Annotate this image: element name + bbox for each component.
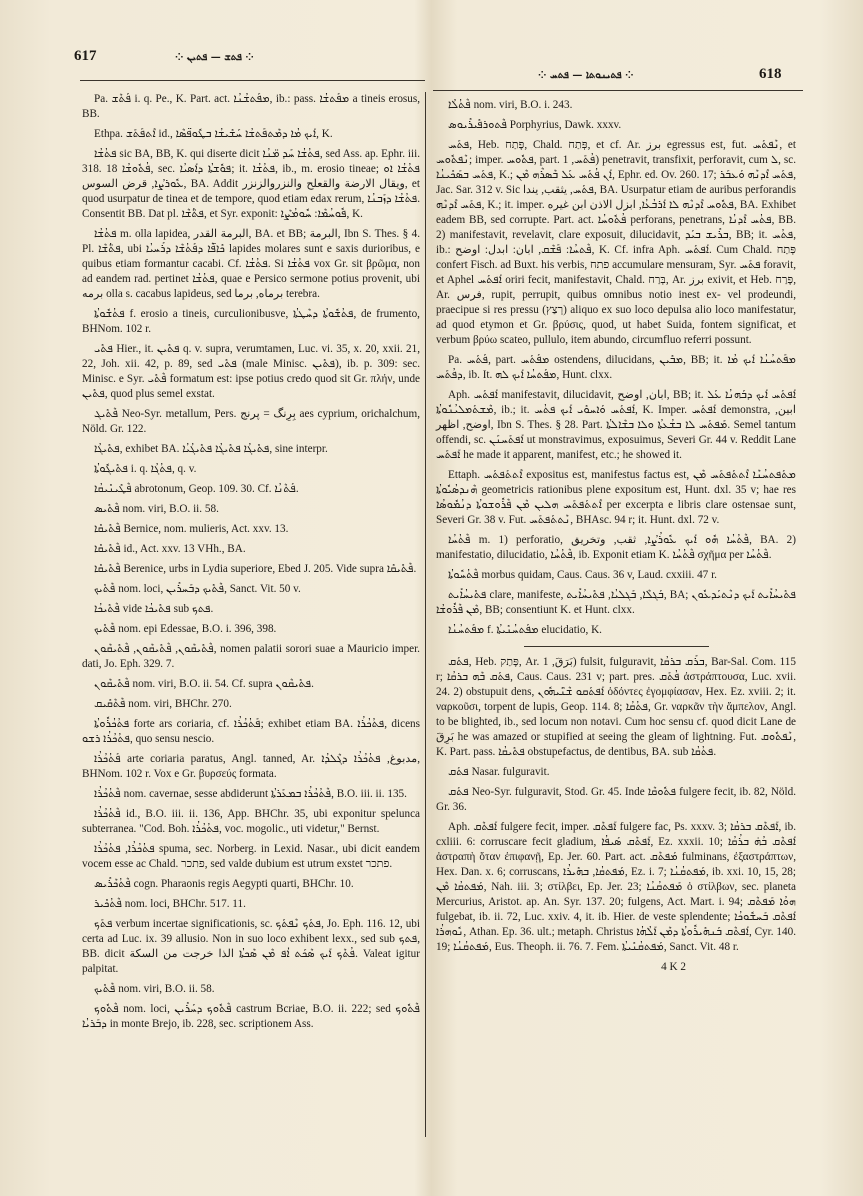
dictionary-entry: ܦܬܺܝܓܽܘܬܳܐ i. q. ܦܬܳܓܳܐ, q. v. — [94, 463, 197, 475]
column-divider — [425, 92, 426, 1137]
dictionary-entry: ܦܬܺܝܓܳܐ, exhibet BA. ܦܬܺܝܓܳܐ ܦܬܺܝܓܳܐ ܦܬܺܝܓܳܝܳܐ, sine interpr. — [94, 443, 328, 455]
dictionary-entry: ܦܶܬܳܟܳܪܳܐ id., B.O. iii. ii. 136, App. BHChr. 35, ubi exponitur spelunca subterranea. "Cod. Boh. ܦܬܳܟܳܪܳܐ, voc. mogolic., uti videtur," Bernst. — [82, 808, 420, 835]
dictionary-entry: ܦܶܬܳܟܺܝܪ nom. loci, BHChr. 517. 11. — [94, 898, 246, 910]
dictionary-entry: ܦܰܬܳܟܳܪܳܐ arte coriaria paratus, Angl. tanned, Ar. مدبوغ, ܦܬܳܟܳܪܳܐ ܕܓܶܠܕܳܐ, BHNom. 102 r. Vox e Gr. βυρσεύς formata. — [82, 753, 420, 780]
dictionary-entry: ܦܶܬܳܚܽܘܬܳܐ morbus quidam, Caus. Caus. 36 v, Laud. cxxiii. 47 r. — [448, 569, 717, 581]
left-page-number: 617 — [74, 48, 97, 64]
dictionary-entry: ܦܶܬܳܟܳܪܳܐ nom. cavernae, sesse abdiderunt ܦܶܬܳܟܳܪܳܐ ܒܡܥܰܪܬܳܐ, B.O. iii. ii. 135. — [94, 788, 407, 800]
dictionary-entry: ܡܦܰܬܚܳܢܳܐ f. ܡܦܰܬܚܳܢܺܝܬܳܐ elucidatio, K. — [448, 624, 602, 636]
right-page-number: 618 — [759, 66, 782, 82]
printer-signature: 4 K 2 — [661, 961, 686, 973]
dictionary-entry: Pa. ܦܰܬܶܫ i. q. Pe., K. Part. act. ܡܦܰܬܫܳܢܳܐ, ib.: pass. ܡܦܰܬܫܳܐ a tineis erosus, BB. — [82, 93, 421, 120]
dictionary-entry: ܦܬܰܩ, Heb. פָּתַק, Ar. بَرَقَ, 1) fulsit, fulguravit, ܒܪܰܩ ܒܪܩܳܐ, Bar-Sal. Com. 115 r; ܦܬܰܩ ܒܶܗ ܒܪܩܳܐ, Caus. Caus. 231 v; part. pres. ܦܳܬܰܩ ἀστράπτουσα, Luc. xvii. 24. 2) obstupuit dens, ܐܰܦܬܰܩܘ ܫܶܢܰ̈ܝܗܽܘܢ ὀδόντες ἐγομφίασαν, Hex. Ez. xviii. 2; it. ναρκοῦσι, torpent de lupis, Geop. 114. 8; ܦܬܳܩܳܐ, Gr. ναρκᾶν τὴν ἄμπελον, Angl. to be blighted, ib., sed locum non notavi. Cum hoc sensu cf. quod dicit Lane de بَرِقَ he was amazed or stupified at seeing the gleam of lightning. Fut. ܢܶܦܬܽܘܩ, K. Part. pass. ܦܬܺܝܩܳܐ obstupefactus, de dentibus, BA. sub ܦܬܳܩܳܐ. — [436, 656, 796, 758]
dictionary-entry: ܦܶܬܺܝܩܶܘܢ nom. viri, B.O. ii. 54. Cf. supra ܦܬܺܝܩܶܘܢ. — [94, 678, 314, 690]
left-running-head: ⁘ ܦܬܫ — ܦܬܝܢ ⁘ — [175, 52, 254, 63]
section-separator — [524, 646, 709, 647]
dictionary-entry: ܦܬܺܝ Hier., it. ܦܬܺܝܢ q. v. supra, verumtamen, Luc. vi. 35, x. 20, xxii. 21, 22, Joh. xii. 42, p. 89, sed ܦܬܺܝ (male Minisc. ܦܬܺܝܢ), ib. p. 309: sec. Minisc. e Syr. ܦܶܬܺܝ formatum est: ipse potius credo quod sit Gr. πλήν, unde ܦܬܺܝܢ, quod plus semel exstat. — [82, 343, 421, 400]
dictionary-entry: ܦܶܬܺܝܩܺܐ id., Act. xxv. 13 VHh., BA. — [94, 543, 246, 555]
dictionary-entry: ܦܶܬܳܚܳܐ m. 1) perforatio, ܦܶܬܳܚܳܐ ܗܽܘ ܐܰܝܟ ܥܽܘܪܳܨܳܐ, ثقب, وتخريق, BA. 2) manifestatio, dilucidatio, ܦܶܬܳܚܳܐ, ib. Exponit etiam K. ܦܶܬܳܚܳܐ σχῆμα per ܦܶܬܳܚܳܐ. — [436, 534, 796, 561]
dictionary-entry: ܦܶܬܳܠܳܐ nom. viri, B.O. i. 243. — [448, 99, 573, 111]
dictionary-entry: ܦܶܬܺܝܟܳܐ vide ܦܬܺܝܟܳܐ sub ܦܬܟ. — [94, 603, 214, 615]
dictionary-entry: Ettaph. ܐܶܬܬܰܦܬܰܚ expositus est, manifestus factus est, ܡܬܰܦܬܚܳܢܶܐ ܐܶܬܬܰܦܬܰܚ ܡܶܢ ܗܶܢܕܣܳܝܽܘܬܳܐ geometricis rationibus plene expositum est, Hunt. dxl. 35 v; hae res ܐܶܬܬܰܦܬܰܚ ܗܠܝܢ ܡܶܢ ܦܶܪܽܘܫܘܬܳܐ ܕܢܳܡܽܘܣܳܐ per excerpta e libris clare ostensae sunt, Severi Gr. 38 v. Fut. ܢܶܬܬܰܦܬܰܚ, BHAsc. 94 r; it. Hunt. dxl. 72 v. — [436, 469, 796, 526]
dictionary-entry: ܦܬܰܟ verbum incertae significationis, sc. ܦܬܰܟ ܢܶܦܬܰܟ, Jo. Eph. 116. 12, ubi certa ad Luc. ix. 39 allusio. Non in suo loco exhibent lexx., sed sub ܦܬܟ, BB. dicit ܦܳܬܶܟ ܐܰܝܟ ܣܶܟܰܬ ܐܳܦ ܡܶܢ ܣܶܟܬܳܐ الذا خرجت من السكة. Valeat igitur palpitat. — [82, 918, 420, 975]
right-header-rule — [433, 90, 803, 91]
dictionary-entry: ܦܶܬܶܩܺܝܩ nom. viri, BHChr. 270. — [94, 698, 232, 710]
dictionary-entry: ܦܬܳܫܳܐ m. olla lapidea, البرمة القدر, BA. et BB; البرمة, Ibn S. Thes. § 4. Pl. ܦܬ̈ܳܫܶܐ, ubi ܟܺܐܦ̈ܶܐ ܕܦܰܬܳܫܶܐ ܕܪܰܚܝܳܐ lapides molares sunt e saxis durioribus, e quibus etiam formantur cacabi. Cf. ܦܬܳܫܳܐ. Si ܦܬܳܫܳܐ vox Gr. sit βρῶμα, non ad eandem rad. pertinet ܦܬܳܫܳܐ, quae e Persico sermone potius provenit, ubi برمه olla s. cacabus lapideus, sed برماه, برما terebra. — [82, 228, 421, 300]
dictionary-entry: ܦܬܰܩ Neo-Syr. fulguravit, Stod. Gr. 45. Inde ܦܬܽܘܩܶܐ fulgere fecit, ib. 82, Nöld. Gr. 36. — [436, 786, 796, 813]
dictionary-entry: ܦܬܰܚ, Heb. פָּתַח, Chald. פְּתַח, et cf. Ar. برز egressus est, fut. ܢܶܦܬܰܚ, et ܢܶܦܬܽܘܚ; imper. ܦܬܽܘܚ, part. ܦܳܬܰܚ, 1) penetravit, transfixit, perforavit, cum ܠ, sc. ܦܬܰܚ ܒܣܰܟܺܝܢܳܐ, K.; ܐܰܢ ܦܳܬܰܚ ܥܰܠ ܒܶܣܪܶܗ ܡܶܢ, Ephr. ed. Ov. 260. 17; ܦܬܰܚ ܐܶܕܢܶܗ ܘܰܥܒܰܪ, Jac. Sar. 312 v. Sic ܦܬܰܚ, يثقب, يندا, BA. Usurpatur etiam de auribus perforandis ܦܬܰܚ ܐܶܕܢܶܗ, K.; it. imper. ܦܬܽܘܚ ܐܶܕܢܶܗ ܠܐ ܐܰܪܒܳܥܳܐ, ابزل الاذن ابن غيره, BA. Exhibet eadem BB, sed corrupte. Part. act. ܦܳܬܽܘܚܳܐ perforans, penetrans, ܦܬܳܚ ܐܶܕܢܳܐ, BB. 2) manifestavit, revelavit, clare exposuit, dilucidavit, ܒܪܺܝܫ ܒܝܰܕ, BB; it. ܦܬܳܚ, ib.: ܦܶܬܚܳܐ: ܦܰܫܶܩ, ابان: ابدل: اوضح, K. Cf. infra Aph. ܐܰܦܬܰܚ. Cum Chald. פְּתַח confert Fisch. ad Buxt. his verbis, פתח accumulare mensuram, Syr. ܦܬܰܚ foravit, et Aphel ܐܰܦܬܰܚ oriri fecit, manifestavit, Chald. בְּרַח, Ar. برز exivit, et Heb. פָּרַח, Ar. فرس, rupit, perrupit, quibus omnibus notio inest ex- vel prodeundi, praecipue si res pressu (רְצַץ) aliquo ex suo loco depulsa alio loco manifestatur, ad quod etymon et Gr. βρύσις, quod, ut habet Suida, fontem significat, et verbum βρύω scateo, pullulo, item abundo, circumfluo referri possunt. — [436, 139, 797, 346]
dictionary-entry: ܦܶܬܽܘܟ nom. loci, ܦܶܬܽܘܟ ܕܚܰܪܺܝܢ castrum Bcriae, B.O. ii. 222; sed ܦܶܬܽܘܟ ܕܒܰܪܝܳܐ in monte Brejo, ib. 228, sec. scriptionem Ass. — [82, 1003, 421, 1030]
dictionary-entry: ܦܬܳܫܽܘܬܳܐ f. erosio a tineis, curculionibusve, ܦܬܳܫܽܘܬܳܐ ܕܚܶܛܬܳܐ, de frumento, BHNom. 102 r. — [82, 308, 420, 335]
dictionary-entry: ܦܶܬܺܝܟ nom. viri, B.O. ii. 58. — [94, 983, 215, 995]
left-header-rule — [80, 80, 425, 81]
dictionary-entry: Pa. ܦܰܬܰܚ, part. ܡܦܰܬܰܚ ostendens, dilucidans, ܡܒܺܝܢ, BB; it. ܡܦܰܬܚܳܢܳܐ ܐܰܝܟ ܡܳܐ ܕܦܳܬܰܚ, ib. It. ܡܦܰܬܚܳܐ ܐܰܝܟ ܠܗ, Hunt. clxx. — [436, 354, 797, 381]
dictionary-entry: ܦܶܬܺܝܣ nom. viri, B.O. ii. 58. — [94, 503, 219, 515]
right-column — [436, 98, 796, 986]
dictionary-entry: ܦܶܬܳܟܶܪܺܝܣ cogn. Pharaonis regis Aegypti quarti, BHChr. 10. — [94, 878, 354, 890]
dictionary-entry: ܦܶܬܺܝܓ Neo-Syr. metallum, Pers. بِرِنگ = پرنج aes cyprium, orichalchum, Nöld. Gr. 122. — [82, 408, 420, 435]
right-running-head: ⁘ ܦܬܝܢܘܬܐ — ܦܬܚ ⁘ — [538, 70, 634, 81]
dictionary-entry: Aph. ܐܰܦܬܰܚ manifestavit, dilucidavit, ابان, اوضح, BB; it. ܐܰܦܬܰܚ ܐܰܝܟ ܕܒܰܗܢܳܐ ܥܰܠ ܡܶܫܬܰܡܠܝܳܢܽܘܬܳܐ, ib.; it. ܐܰܦܬܰܚ ܘܰܐܚܘܺܝ ܐܰܝܟ ܦܬܳܚ, K. Imper. ܐܰܦܬܰܚ demonstra, ابين, اوضح, اظهر, Ibn S. Thes. § 28. Part. ܡܰܦܬܰܚ ܠܐ ܒܫܳܥܬܳܐ ܘܠܐ ܒܫܶܐܠܬܳܐ. Semel tantum offendi, sc. ܐܰܦܬܰܚܢܰܢ ut monstravimus, exposuimus, Severi Gr. 44 v. Reddit Lane ܐܰܦܬܰܚ he made it apparent, manifest, etc.; he showed it. — [436, 389, 797, 461]
dictionary-entry: ܦܶܛܺܝܢܺܝܩܳܐ abrotonum, Geop. 109. 30. Cf. ܦܰܬܶܢܳܐ. — [94, 483, 299, 495]
left-column — [82, 92, 420, 1037]
dictionary-entry: ܦܶܬܺܝܟ nom. loci, ܦܶܬܺܝܟ ܕܒܰܚܪܺܝܢ, Sanct. Vit. 50 v. — [94, 583, 301, 595]
dictionary-entry: Aph. ܐܰܦܬܶܩ fulgere fecit, imper. ܐܰܦܬܶܩ fulgere fac, Ps. xxxv. 3; ܐܰܦܬܶܩ ܒܪܩܳܐ, ib. cxliii. 6: corruscare fecit gladium, ܐܰܦܬܶܩ ܣܰܝܦܳܐ, Ez. xxxii. 10; ܐܰܦܬܶܩ ܒܳܗ̇ ܒܪܳܩܳܐ ἀστραπὴ ὅταν ἐπιφανῇ, Ep. Jer. 60. Part. act. ܡܰܦܬܶܩ fulminans, ἐξαστράπτων, Hex. Dan. x. 6; corruscans, ܡܰܦܬܩܳܐ, ܒܗܺܝܪܳܐ, Ez. i. 7; ܡܰܦܬܩܳܢܳܐ, ib. xxi. 10, 15, 28; ܡܰܦܬܩܳܐ ܡܶܢ, Nah. iii. 3; στίλβει, Ep. Jer. 23; ܡܰܦܬܩܳܢܳܐ ὁ στίλβων, sec. planeta Mercurius, Aristot. ap. An. Syr. 137. 20; fulgens, Act. Mart. i. 94; ܗܘܳܐ ܡܰܦܬܶܩ fulgebat, ib. ii. 72, Luc. xxiv. 4, it. ib. Hier. de veste splendente; ܐܰܦܬܶܩ ܒܰܚܫܽܘܟܳܐ ܢܽܘܗܪܳܐ, Athan. Ep. 36. ult.; metaph. Christus ܐܰܦܬܶܩ ܒܰܢܗܺܝܪܽܘܬܳܐ ܕܡܶܢ ܐܰܠܳܗܳܐ, Cyr. 140. 19; ܡܰܦܬܩܳܢܳܐ, Eus. Theoph. ii. 76. 7. Fem. ܡܰܦܬܩܳܢܺܝܬܳܐ, Sanct. Vit. 48 r. — [436, 821, 796, 953]
dictionary-entry: ܦܬܳܟܳܪܳܐ, ܦܬܳܟܳܪܳܐ spuma, sec. Norberg. in Lexid. Nasar., ubi dicit eandem vocem esse ac Chald. פתכר, sed valde dubium est utrum exstet פתכר. — [82, 843, 420, 870]
dictionary-entry: Ethpa. ܐܶܬܦܰܬܰܫ id., ܐܰܝܟ ܡܳܐ ܕܡܶܬܦܰܬܫܳܐ ܚܰܫܺܝܫܳܐ ܒܛܽܘܦ̈ܣܶܐ, K. — [94, 128, 333, 140]
dictionary-entry: ܦܶܬܺܝܩܺܐ Berenice, urbs in Lydia superiore, Ebed J. 205. Vide supra ܦܶܬܺܝܩܺܐ. — [94, 563, 417, 575]
dictionary-entry: ܦܶܬܘܪܦܺܝܪܺܝܘܣ Porphyrius, Dawk. xxxv. — [448, 119, 622, 131]
dictionary-entry: ܦܶܬܺܝܩܺܐ Bernice, nom. mulieris, Act. xxv. 13. — [94, 523, 289, 535]
dictionary-entry: ܦܶܬܺܝܩܶܘܢ, ܦܶܬܺܝܩܶܘܢ, ܦܶܬܺܝܩܶܘܢ, nomen palatii sorori suae a Mauricio imper. dati, Jo. Eph. 329. 7. — [82, 643, 420, 670]
dictionary-entry: ܦܬܳܟܳܪܽܘܬܳܐ forte ars coriaria, cf. ܦܰܬܳܟܳܪܳܐ; exhibet etiam BA. ܦܬܳܟܳܪܳܐ, dicens ܦܬܳܟܳܪܳܐ ܪܫܘ, quo sensu nescio. — [82, 718, 420, 745]
dictionary-entry: ܦܶܬܺܝܟ nom. epi Edessae, B.O. i. 396, 398. — [94, 623, 277, 635]
dictionary-entry: ܦܬܳܫܳܐ sic BA, BB, K. qui diserte dicit ܦܬܳܫܳܐ ܚܰܕ ܡ̈ܢܳܐ, sed Ass. ap. Ephr. iii. 318. 18 ܦܳܬܽܘܫܳܐ, sec. ܦܘܽܫܬܳܐ ܕܐܰܣܝܳܐ; it. ܦܬܳܫܳܐ, ib., m. erosio tineae; ܦܬܳܫܳܐ ܐܘ ܥܽܘܪܨܳܐ, قرض السوس, BA. Addit ويقال الارضة والقعلح والنزروالزنزر, et quod usurpatur de tinea et de tempore, quod etiam edax rerum, ܦܬܳܫܳܐ ܕܙܰܒܢܳܐ. Consentit BB. Dat pl. ܦܬ̈ܳܫܶܐ, et Syr. exponit: ܦܽܘܚܳܡܶܐ: ܚܽܘܡܳܨܶܐ, K. — [82, 148, 421, 220]
dictionary-entry: ܦܬܰܩ Nasar. fulguravit. — [448, 766, 550, 778]
dictionary-entry: ܦܬܺܝܚܳܐܺܝܬ clare, manifeste, ܒܰܓܠܶܐ, ܒܰܓܠܝܳܐ, ܦܬܺܝܚܳܐܺܝܬ, BA; ܦܬܺܝܚܳܐܺܝܬ ܐܰܝܟ ܕܢܶܬܝܰܕܥܽܘܢ ܡܶܢ ܦܶܪܽܘܫܳܐ, BB; consentiunt K. et Hunt. clxx. — [436, 589, 797, 616]
